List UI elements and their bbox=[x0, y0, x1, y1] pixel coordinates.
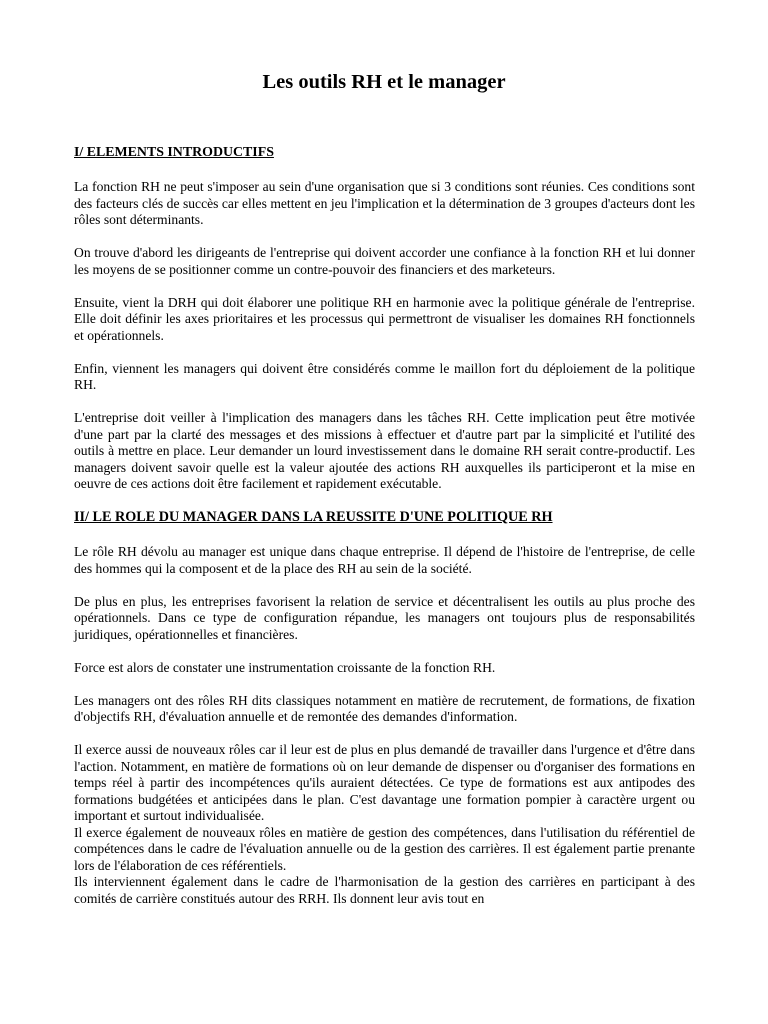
paragraph: Ensuite, vient la DRH qui doit élaborer une politique RH en harmonie avec la politique générale de l'entreprise. Elle doit définir les axes prioritaires et les processus qui permettront de visualiser les domaines RH fonctionnels et opérationnels. bbox=[74, 294, 695, 343]
section-heading-introductifs: I/ ELEMENTS INTRODUCTIFS bbox=[74, 145, 274, 160]
paragraph: Il exerce également de nouveaux rôles en matière de gestion des compétences, dans l'utilisation du référentiel de compétences dans le cadre de l'évaluation annuelle ou de la gestion des carrières. Il est également partie prenante lors de l'élaboration de ces référentiels. bbox=[74, 824, 695, 873]
paragraph: Le rôle RH dévolu au manager est unique dans chaque entreprise. Il dépend de l'histoire de l'entreprise, de celle des hommes qui la composent et de la place des RH au sein de la société. bbox=[74, 544, 695, 576]
paragraph: La fonction RH ne peut s'imposer au sein d'une organisation que si 3 conditions sont réunies. Ces conditions sont des facteurs clés de succès car elles mettent en jeu l'implication et la détermination de 3 groupes d'acteurs dont les rôles sont déterminants. bbox=[74, 179, 695, 227]
paragraph: De plus en plus, les entreprises favorisent la relation de service et décentralisent les outils au plus proche des opérationnels. Dans ce type de configuration répandue, les managers ont toujours plus de responsabilités juridiques, opérationnelles et financières. bbox=[74, 593, 695, 642]
document-body bbox=[74, 144, 695, 907]
document-title: Les outils RH et le manager bbox=[262, 71, 506, 93]
paragraph: Ils interviennent également dans le cadre de l'harmonisation de la gestion des carrières en participant à des comités de carrière constitués autour des RRH. Ils donnent leur avis tout en bbox=[74, 874, 695, 906]
paragraph: Il exerce aussi de nouveaux rôles car il leur est de plus en plus demandé de travailler dans l'urgence et d'être dans l'action. Notamment, en matière de formations où on leur demande de dispenser ou d'organiser des formations en temps réel à partir des incompétences qu'ils auraient détectées. Ce type de formations est aux antipodes des formations budgétées et anticipées dans le plan. C'est davantage une formation pompier à caractère urgent ou important et surtout individualisée. bbox=[74, 742, 695, 823]
paragraph: On trouve d'abord les dirigeants de l'entreprise qui doivent accorder une confiance à la fonction RH et lui donner les moyens de se positionner comme un contre-pouvoir des financiers et des marketeurs. bbox=[74, 245, 695, 277]
paragraph: L'entreprise doit veiller à l'implication des managers dans les tâches RH. Cette implication peut être motivée d'une part par la clarté des messages et des missions à effectuer et d'autre part par la simplicité et l'utilité des outils à mettre en place. Leur demander un lourd investissement dans le domaine RH serait contre-productif. Les managers doivent savoir quelle est la valeur ajoutée des actions RH auxquelles ils participeront et la mise en oeuvre de ces actions doit être facilement et rapidement exécutable. bbox=[74, 410, 695, 491]
paragraph: Force est alors de constater une instrumentation croissante de la fonction RH. bbox=[74, 659, 496, 675]
section-heading-role-manager: II/ LE ROLE DU MANAGER DANS LA REUSSITE D'UNE POLITIQUE RH bbox=[74, 509, 553, 525]
paragraph: Les managers ont des rôles RH dits classiques notamment en matière de recrutement, de formations, de fixation d'objectifs RH, d'évaluation annuelle et de remontée des demandes d'information. bbox=[74, 692, 695, 724]
paragraph: Enfin, viennent les managers qui doivent être considérés comme le maillon fort du déploiement de la politique RH. bbox=[74, 360, 695, 392]
